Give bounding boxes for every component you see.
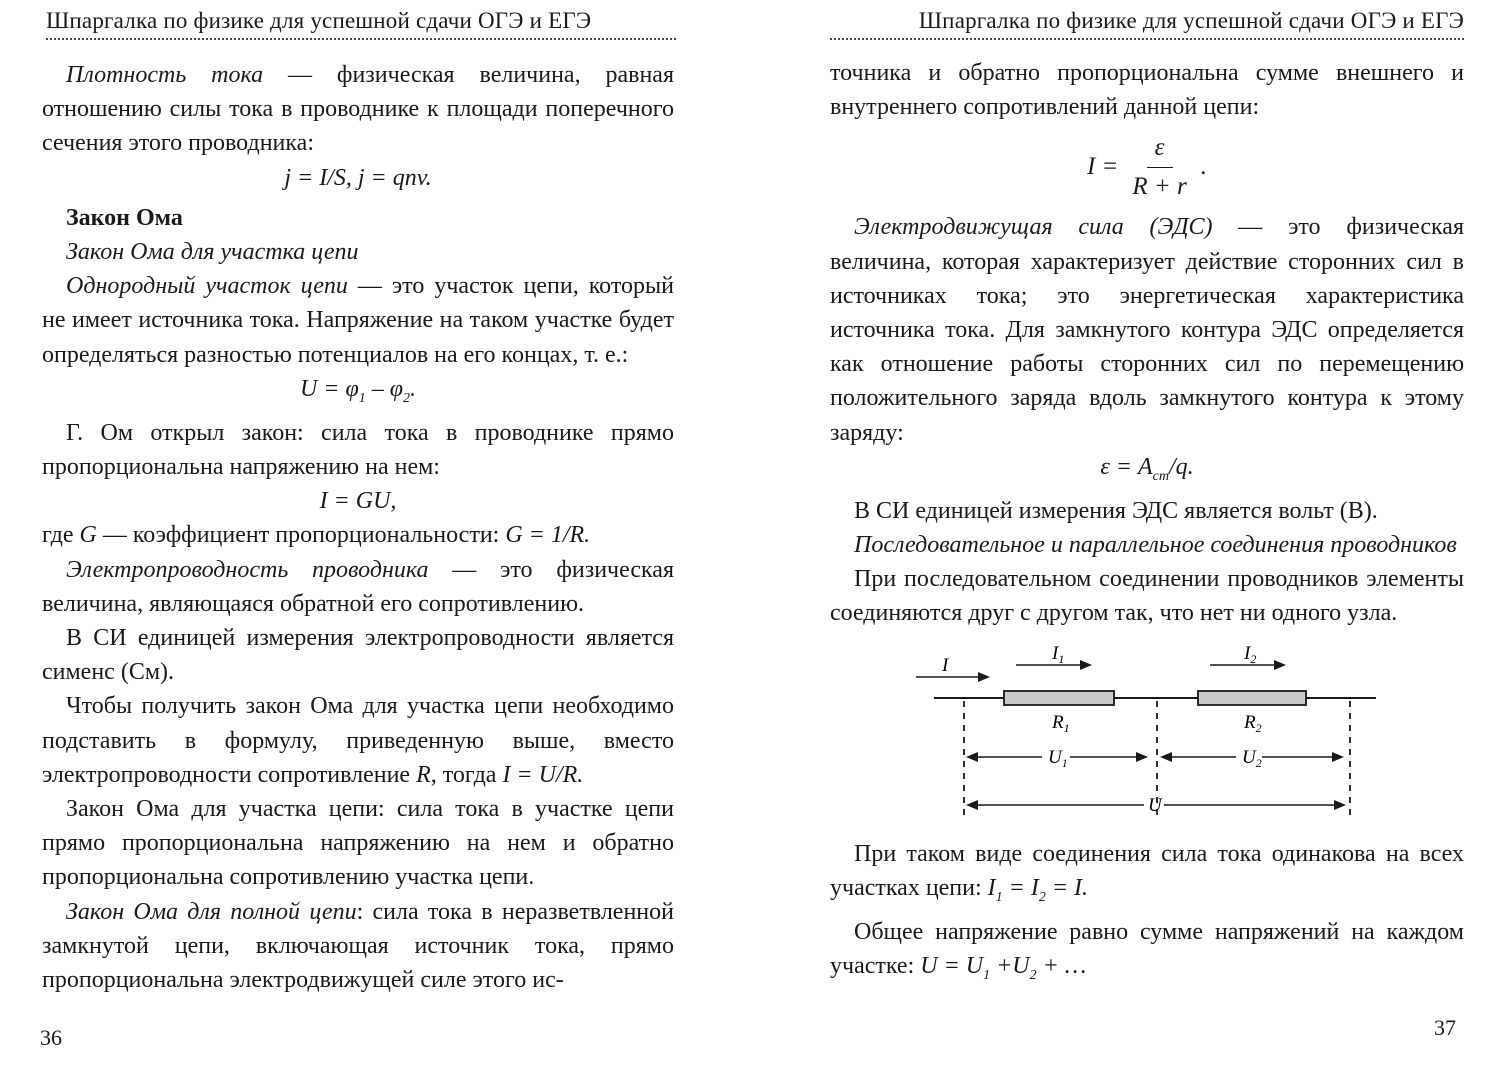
paragraph-conductance <box>42 553 674 621</box>
formula: $I_1 = I_2 = I$. <box>987 874 1089 905</box>
label-r2: $R_2$ <box>1244 711 1262 735</box>
formula-full-circuit <box>830 124 1464 210</box>
left-text <box>42 58 674 997</box>
text: . <box>1200 153 1208 181</box>
paragraph-ohm-discovery: Г. Ом открыл закон: сила тока в проводнике прямо пропорциональна напряжению на нем: <box>42 419 674 481</box>
formula-current-density: j = I/S, j = qnv. <box>284 164 432 191</box>
arrow-icon <box>916 672 990 682</box>
formula-potential-difference <box>42 372 674 416</box>
fraction <box>1124 131 1194 204</box>
label-i2: $I_2$ <box>1244 642 1257 666</box>
resistor-r2 <box>1198 691 1306 705</box>
label-u1: $U_1$ <box>1048 746 1068 770</box>
page-number: 37 <box>1434 1015 1456 1040</box>
formula-conductance: I = GU, <box>319 488 397 515</box>
label-u: U <box>1148 794 1162 816</box>
text: При таком виде соединения сила тока одинакова на всех участках цепи: <box>830 840 1464 901</box>
paragraph-ohm-law-section: Закон Ома для участка цепи: сила тока в участке цепи прямо пропорциональна напряжению на нем и обратно пропорциональна сопротивлению участка цепи. <box>42 796 674 891</box>
paragraph-volt: В СИ единицей измерения ЭДС является вольт (В). <box>854 497 1378 524</box>
resistor-r1 <box>1004 691 1114 705</box>
label-i: I <box>942 654 949 676</box>
paragraph-derive-ohm <box>42 689 674 792</box>
term: Однородный участок цепи <box>66 273 348 300</box>
paragraph-coefficient <box>42 518 674 552</box>
series-circuit-diagram <box>830 639 1464 829</box>
page-number: 36 <box>40 1025 62 1050</box>
heading-ohms-law: Закон Ома <box>66 204 183 231</box>
paragraph-current-density <box>42 58 674 161</box>
denominator: R + r <box>1132 172 1187 200</box>
running-head: Шпаргалка по физике для успешной сдачи ОГЭ и ЕГЭ <box>46 8 676 40</box>
paragraph-homogeneous-section <box>42 269 674 372</box>
paragraph-siemens: В СИ единицей измерения электропроводности является сименс (См). <box>42 625 674 686</box>
subheading-connections: Последовательное и параллельное соединения проводников <box>854 532 1457 559</box>
right-text <box>830 56 1464 993</box>
subscript: cm <box>1152 468 1169 484</box>
label-r1: $R_1$ <box>1052 711 1070 735</box>
text: — коэффициент пропорциональности: <box>96 522 506 549</box>
subscript: 2 <box>403 390 411 406</box>
formula-emf <box>830 450 1464 494</box>
text: . <box>410 375 417 402</box>
subheading-circuit-section: Закон Ома для участка цепи <box>66 239 359 266</box>
text: , тогда <box>430 761 503 788</box>
term: Электродвижущая сила (ЭДС) <box>854 214 1213 241</box>
paragraph-series-voltage <box>830 915 1464 993</box>
paragraph-continuation: точника и обратно пропорциональна сумме внешнего и внутреннего сопротивлений данной цепи: <box>830 60 1464 121</box>
paragraph-series-current <box>830 837 1464 915</box>
paragraph-series: При последовательном соединении проводников элементы соединяются друг с другом так, что нет ни одного узла. <box>830 566 1464 627</box>
text: — это участок цепи, который не имеет источника тока. Напряжение на таком участке будет определяться разностью потенциалов на его концах, т. е.: <box>42 273 674 368</box>
subscript: 1 <box>358 390 366 406</box>
text: — это физическая величина, которая характеризует действие сторонних сил в источниках тока; это энергетическая характеристика источника тока. Для замкнутого контура ЭДС определяется как отношение работы сторонних сил по перемещению положительного заряда вдоль замкнутого контура к этому заряду: <box>830 214 1464 446</box>
term: Закон Ома для полной цепи <box>66 898 357 925</box>
text: — это физическая величина, являющаяся обратной его сопротивлению. <box>42 556 674 617</box>
paragraph-emf <box>830 210 1464 449</box>
numerator: ε <box>1147 131 1173 168</box>
text: U = φ <box>299 375 359 402</box>
running-head: Шпаргалка по физике для успешной сдачи ОГЭ и ЕГЭ <box>830 8 1464 40</box>
formula: I = U/R. <box>502 761 584 788</box>
symbol: G <box>79 522 97 549</box>
formula: $U = U_1 +U_2$ + … <box>920 953 1087 983</box>
text: – φ <box>365 375 404 402</box>
text: /q. <box>1168 453 1194 480</box>
text: : сила тока в неразветвленной замкнутой цепи, включающая источник тока, прямо пропорциональна электродвижущей силе этого ис- <box>42 898 674 994</box>
text: — физическая величина, равная отношению силы тока в проводнике к площади поперечного сечения этого проводника: <box>42 62 674 157</box>
term: Плотность тока <box>66 62 264 88</box>
term: Электропроводность проводника <box>66 556 429 583</box>
text: Общее напряжение равно сумме напряжений на каждом участке: <box>830 918 1464 980</box>
text: I = <box>1086 153 1119 181</box>
symbol: R <box>416 761 431 788</box>
label-u2: $U_2$ <box>1242 746 1262 770</box>
paragraph-ohm-law-full <box>42 895 674 998</box>
label-i1: $I_1$ <box>1052 642 1065 666</box>
formula: G = 1/R. <box>505 522 591 549</box>
text: ε = A <box>1100 453 1153 480</box>
text: где <box>42 522 80 549</box>
right-page <box>748 0 1496 1071</box>
text: Чтобы получить закон Ома для участка цепи необходимо подставить в формулу, приведенную выше, вместо электропроводности сопротивление <box>42 693 674 788</box>
